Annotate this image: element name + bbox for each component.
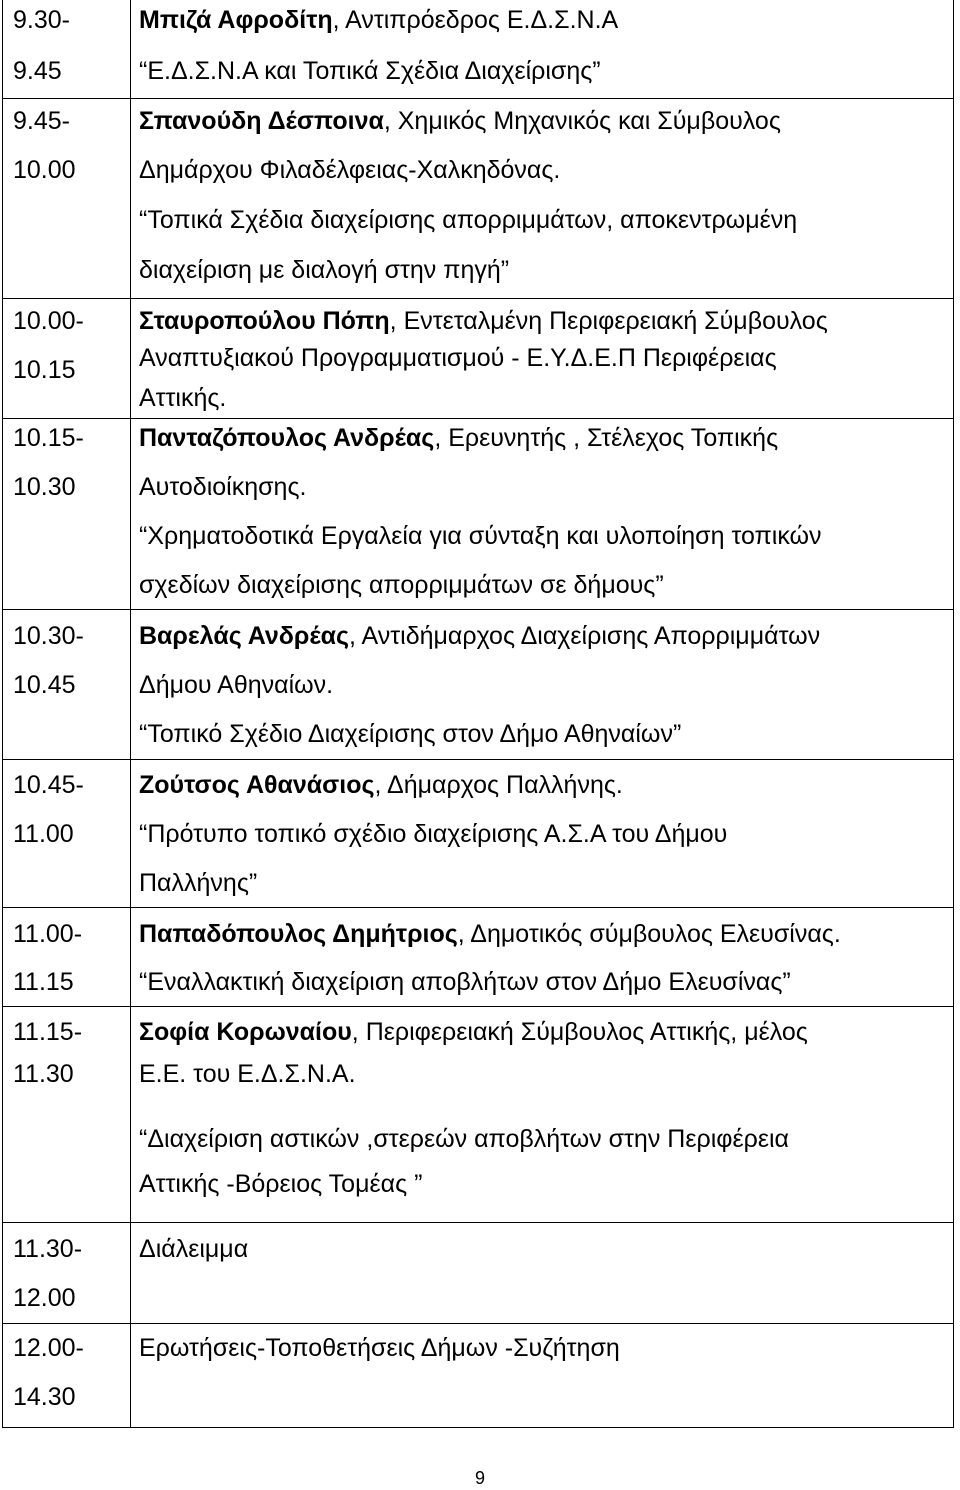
break-label: Διάλειμμα — [139, 1235, 249, 1263]
row-divider — [3, 907, 953, 908]
time-end: 14.30 — [13, 1383, 76, 1411]
row-divider — [3, 1006, 953, 1007]
time-start: 9.45- — [13, 107, 70, 135]
talk-title: “Χρηματοδοτικά Εργαλεία για σύνταξη και υλοποίηση τοπικών — [139, 522, 822, 550]
speaker-name: Παπαδόπουλος Δημήτριος — [139, 920, 458, 948]
talk-title: “Εναλλακτική διαχείριση αποβλήτων στον Δήμο Ελευσίνας” — [139, 968, 791, 996]
row-divider — [3, 298, 953, 299]
row-divider — [3, 418, 953, 419]
speaker-name: Μπιζά Αφροδίτη — [139, 6, 333, 34]
talk-title: “Τοπικό Σχέδιο Διαχείρισης στον Δήμο Αθηναίων” — [139, 720, 682, 748]
talk-title: σχεδίων διαχείρισης απορριμμάτων σε δήμους” — [139, 571, 664, 599]
speaker-line: Ζούτσος Αθανάσιος, Δήμαρχος Παλλήνης. — [139, 771, 623, 799]
time-start: 9.30- — [13, 6, 70, 34]
time-end: 11.30 — [13, 1060, 74, 1088]
talk-title: “Πρότυπο τοπικό σχέδιο διαχείρισης Α.Σ.Α του Δήμου — [139, 820, 728, 848]
time-start: 11.00- — [13, 920, 83, 948]
speaker-name: Σπανούδη Δέσποινα — [139, 107, 384, 135]
speaker-name: Πανταζόπουλος Ανδρέας — [139, 424, 435, 452]
talk-title: “Τοπικά Σχέδια διαχείρισης απορριμμάτων, αποκεντρωμένη — [139, 206, 798, 234]
row-divider — [3, 1222, 953, 1223]
page-number: 9 — [474, 1468, 485, 1488]
speaker-line: Πανταζόπουλος Ανδρέας, Ερευνητής , Στέλεχος Τοπικής — [139, 424, 779, 452]
row-divider — [3, 1323, 953, 1324]
time-end: 10.15 — [13, 356, 76, 384]
speaker-affiliation: Αττικής. — [139, 384, 227, 412]
talk-title: “Διαχείριση αστικών ,στερεών αποβλήτων στην Περιφέρεια — [139, 1125, 789, 1153]
time-end: 11.15 — [13, 968, 74, 996]
speaker-name: Ζούτσος Αθανάσιος — [139, 771, 375, 799]
time-start: 10.30- — [13, 622, 84, 650]
time-end: 10.45 — [13, 671, 76, 699]
talk-title: διαχείριση με διαλογή στην πηγή” — [139, 256, 510, 284]
talk-title: “Ε.Δ.Σ.Ν.Α και Τοπικά Σχέδια Διαχείρισης” — [139, 57, 601, 85]
speaker-affiliation: Δήμου Αθηναίων. — [139, 671, 334, 699]
speaker-line: Παπαδόπουλος Δημήτριος, Δημοτικός σύμβουλος Ελευσίνας. — [139, 920, 841, 948]
row-divider — [3, 759, 953, 760]
time-start: 10.15- — [13, 424, 84, 452]
speaker-affiliation: Αυτοδιοίκησης. — [139, 473, 307, 501]
row-divider — [3, 98, 953, 99]
time-start: 11.15- — [13, 1018, 83, 1046]
time-end: 10.30 — [13, 473, 76, 501]
speaker-name: Βαρελάς Ανδρέας — [139, 622, 350, 650]
talk-title: Παλλήνης” — [139, 869, 258, 897]
time-start: 11.30- — [13, 1235, 83, 1263]
time-end: 10.00 — [13, 156, 76, 184]
column-divider — [130, 0, 131, 1427]
discussion-label: Ερωτήσεις-Τοποθετήσεις Δήμων -Συζήτηση — [139, 1334, 620, 1362]
time-start: 10.45- — [13, 771, 84, 799]
speaker-affiliation: Δημάρχου Φιλαδέλφειας-Χαλκηδόνας. — [139, 156, 561, 184]
talk-title: Αττικής -Βόρειος Τομέας ” — [139, 1170, 423, 1198]
speaker-line: Μπιζά Αφροδίτη, Αντιπρόεδρος Ε.Δ.Σ.Ν.Α — [139, 6, 619, 34]
speaker-name: Σοφία Κορωναίου — [139, 1018, 352, 1046]
speaker-affiliation: Αναπτυξιακού Προγραμματισμού - Ε.Υ.Δ.Ε.Π Περιφέρειας — [139, 344, 777, 372]
time-end: 9.45 — [13, 57, 62, 85]
schedule-table — [2, 0, 954, 1428]
speaker-line: Σοφία Κορωναίου, Περιφερειακή Σύμβουλος Αττικής, μέλος — [139, 1018, 808, 1046]
row-divider — [3, 609, 953, 610]
speaker-line: Βαρελάς Ανδρέας, Αντιδήμαρχος Διαχείρισης Απορριμμάτων — [139, 622, 821, 650]
time-start: 10.00- — [13, 307, 84, 335]
speaker-affiliation: Ε.Ε. του Ε.Δ.Σ.Ν.Α. — [139, 1060, 356, 1088]
time-end: 11.00 — [13, 820, 74, 848]
speaker-line: Σταυροπούλου Πόπη, Εντεταλμένη Περιφερειακή Σύμβουλος — [139, 307, 828, 335]
time-start: 12.00- — [13, 1334, 84, 1362]
speaker-line: Σπανούδη Δέσποινα, Χημικός Μηχανικός και Σύμβουλος — [139, 107, 781, 135]
time-end: 12.00 — [13, 1284, 76, 1312]
speaker-name: Σταυροπούλου Πόπη — [139, 307, 390, 335]
